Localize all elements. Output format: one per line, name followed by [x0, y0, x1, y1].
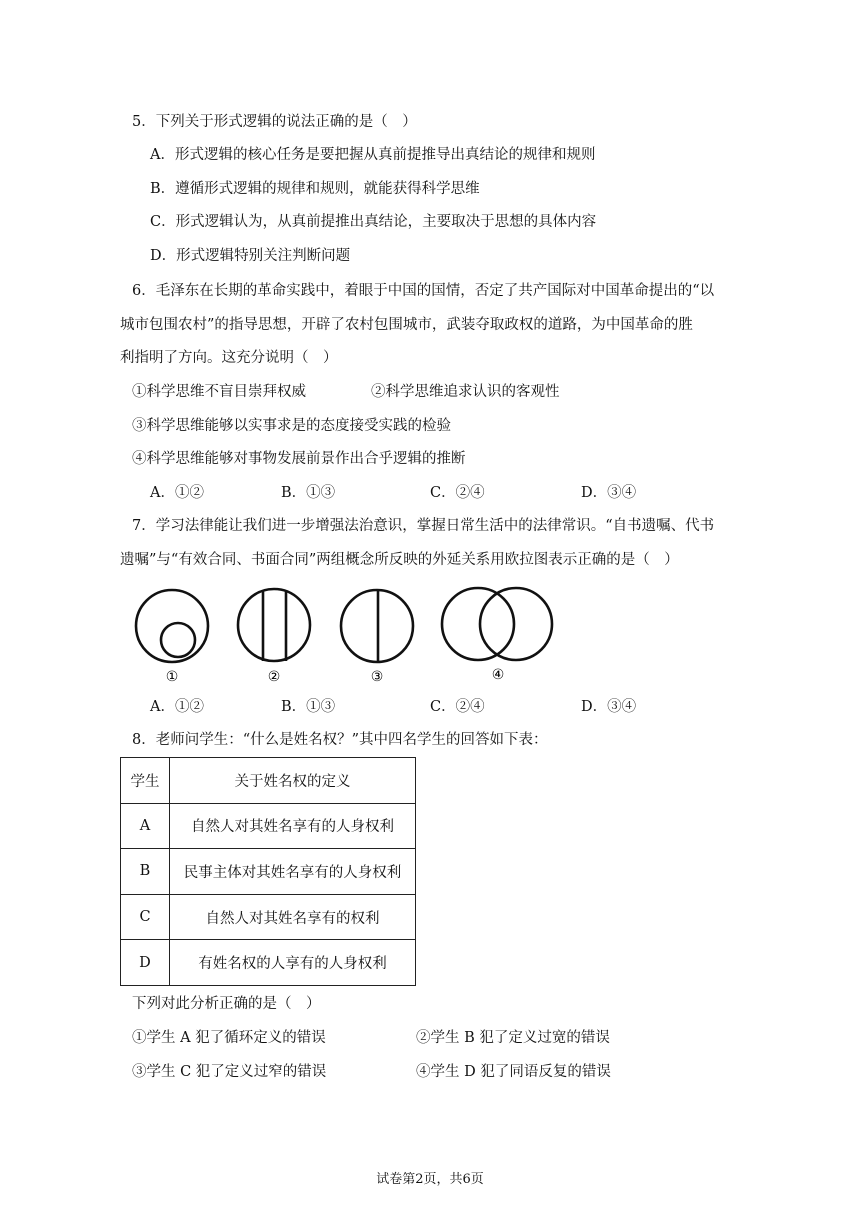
- q8-statement-2: ②学生 B 犯了定义过宽的错误: [416, 1030, 610, 1046]
- table-row: [121, 803, 416, 849]
- table-cell-definition: 有姓名权的人享有的人身权利: [170, 940, 416, 986]
- q6-statement-1: ①科学思维不盲目崇拜权威: [132, 384, 306, 400]
- euler-diagram-1: [136, 590, 208, 662]
- q8-statement-4: ④学生 D 犯了同语反复的错误: [416, 1064, 611, 1080]
- q6-stem-line-2: 城市包围农村”的指导思想，开辟了农村包围城市，武装夺取政权的道路，为中国革命的胜: [120, 317, 693, 333]
- table-row: [121, 940, 416, 986]
- table-header-definition: 关于姓名权的定义: [170, 758, 416, 804]
- table-cell-definition: 民事主体对其姓名享有的人身权利: [170, 849, 416, 895]
- definition-table: [120, 757, 416, 986]
- q8-question: 下列对此分析正确的是（ ）: [132, 996, 321, 1012]
- q5-stem: 5．下列关于形式逻辑的说法正确的是（ ）: [132, 114, 417, 130]
- table-cell-student: A: [121, 803, 170, 849]
- table-cell-student: D: [121, 940, 170, 986]
- euler-diagram-4-label: ④: [491, 667, 505, 683]
- euler-diagram-4: [442, 588, 552, 660]
- q7-choice-d: D．③④: [581, 699, 637, 715]
- euler-diagram-3: [341, 590, 413, 662]
- q8-statement-3: ③学生 C 犯了定义过窄的错误: [132, 1064, 327, 1080]
- q6-statement-2: ②科学思维追求认识的客观性: [371, 384, 560, 400]
- table-header-student: 学生: [121, 758, 170, 804]
- table-cell-definition: 自然人对其姓名享有的人身权利: [170, 803, 416, 849]
- table-row: [121, 894, 416, 940]
- euler-diagrams: [128, 576, 568, 684]
- q8-statement-1: ①学生 A 犯了循环定义的错误: [132, 1030, 326, 1046]
- q7-choice-c: C．②④: [430, 699, 485, 715]
- q6-choice-a: A．①②: [150, 485, 204, 501]
- q7-choice-b: B．①③: [281, 699, 336, 715]
- q5-option-a: A．形式逻辑的核心任务是要把握从真前提推导出真结论的规律和规则: [150, 147, 596, 163]
- q5-option-d: D．形式逻辑特别关注判断问题: [150, 248, 351, 264]
- euler-diagram-2-label: ②: [267, 669, 281, 684]
- q6-statement-4: ④科学思维能够对事物发展前景作出合乎逻辑的推断: [132, 451, 466, 467]
- q8-stem: 8．老师问学生：“什么是姓名权？”其中四名学生的回答如下表：: [132, 732, 548, 748]
- q5-option-c: C．形式逻辑认为，从真前提推出真结论，主要取决于思想的具体内容: [150, 214, 597, 230]
- q7-choice-a: A．①②: [150, 699, 204, 715]
- q6-choice-c: C．②④: [430, 485, 485, 501]
- euler-diagram-3-label: ③: [370, 669, 384, 684]
- q6-statement-3: ③科学思维能够以实事求是的态度接受实践的检验: [132, 418, 451, 434]
- q6-stem-line-1: 6．毛泽东在长期的革命实践中，着眼于中国的国情，否定了共产国际对中国革命提出的“以: [132, 283, 715, 299]
- table-cell-student: B: [121, 849, 170, 895]
- q5-option-b: B．遵循形式逻辑的规律和规则，就能获得科学思维: [150, 181, 480, 197]
- q6-choice-d: D．③④: [581, 485, 637, 501]
- table-row: [121, 849, 416, 895]
- q7-stem-line-1: 7．学习法律能让我们进一步增强法治意识，掌握日常生活中的法律常识。“自书遗嘱、代书: [132, 518, 715, 534]
- euler-diagram-2: [238, 589, 310, 661]
- q7-stem-line-2: 遗嘱”与“有效合同、书面合同”两组概念所反映的外延关系用欧拉图表示正确的是（ ）: [120, 552, 679, 568]
- page-footer: 试卷第2页，共6页: [376, 1172, 484, 1187]
- table-header-row: [121, 758, 416, 804]
- euler-diagram-1-label: ①: [165, 669, 179, 684]
- table-cell-definition: 自然人对其姓名享有的权利: [170, 894, 416, 940]
- q6-choice-b: B．①③: [281, 485, 336, 501]
- q6-stem-line-3: 利指明了方向。这充分说明（ ）: [120, 350, 338, 366]
- table-cell-student: C: [121, 894, 170, 940]
